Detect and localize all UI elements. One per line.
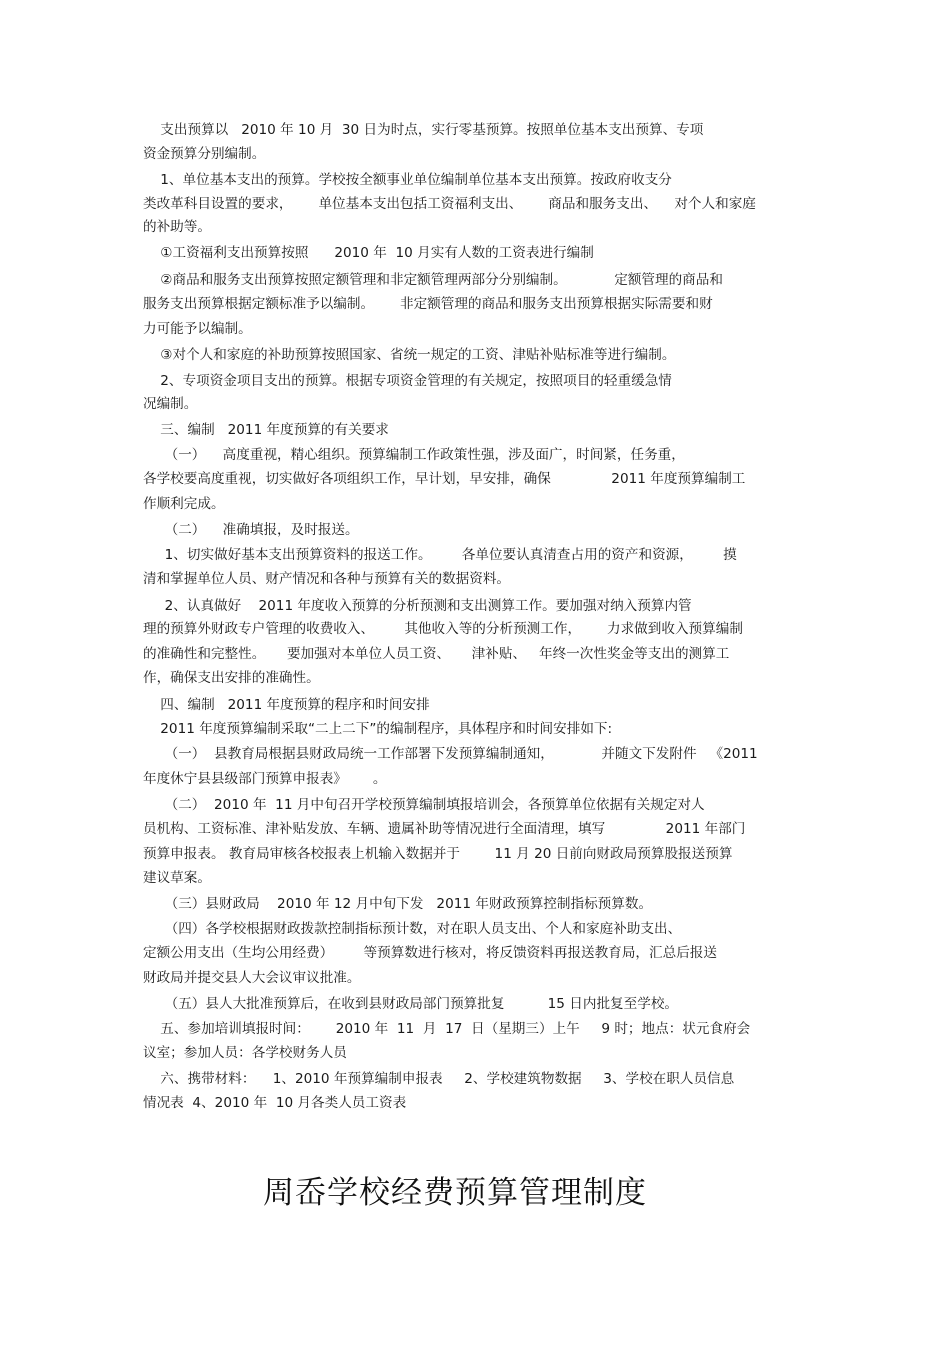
paragraph-line: （一） 高度重视，精心组织。预算编制工作政策性强，涉及面广，时间紧，任务重， [143, 447, 685, 463]
section-heading: 六、携带材料： 1、2010 年预算编制申报表 2、学校建筑物数据 3、学校在职人员信息 [143, 1071, 735, 1087]
paragraph-line: 建议草案。 [143, 870, 211, 886]
paragraph-line: 2011 年度预算编制采取“二上二下”的编制程序，具体程序和时间安排如下: [143, 721, 613, 737]
paragraph-line: 的补助等。 [143, 219, 211, 235]
paragraph-line: 类改革科目设置的要求， 单位基本支出包括工资福利支出、 商品和服务支出、 对个人和家庭 [143, 196, 756, 212]
paragraph-line: 预算申报表。 教育局审核各校报表上机输入数据并于 11 月 20 日前向财政局预算股报送预算 [143, 846, 733, 862]
paragraph-line: 支出预算以 2010 年 10 月 30 日为时点，实行零基预算。按照单位基本支出预算、专项 [143, 122, 704, 138]
paragraph-line: 情况表 4、2010 年 10 月各类人员工资表 [143, 1095, 407, 1111]
paragraph-line: 议室；参加人员：各学校财务人员 [143, 1045, 347, 1061]
paragraph-line: ③对个人和家庭的补助预算按照国家、省统一规定的工资、津贴补贴标准等进行编制。 [143, 347, 676, 363]
section-heading: 三、编制 2011 年度预算的有关要求 [143, 422, 389, 438]
paragraph-line: 理的预算外财政专户管理的收费收入、 其他收入等的分析预测工作， 力求做到收入预算编制 [143, 621, 743, 637]
paragraph-line: 1、切实做好基本支出预算资料的报送工作。 各单位要认真清查占用的资产和资源， 摸 [143, 547, 737, 563]
paragraph-line: （五）县人大批准预算后，在收到县财政局部门预算批复 15 日内批复至学校。 [143, 996, 679, 1012]
paragraph-line: 2、认真做好 2011 年度收入预算的分析预测和支出测算工作。要加强对纳入预算内管 [143, 598, 692, 614]
paragraph-line: ②商品和服务支出预算按照定额管理和非定额管理两部分分别编制。 定额管理的商品和 [143, 272, 723, 288]
paragraph-line: 财政局并提交县人大会议审议批准。 [143, 970, 361, 986]
paragraph-line: 清和掌握单位人员、财产情况和各种与预算有关的数据资料。 [143, 571, 511, 587]
paragraph-line: （一） 县教育局根据县财政局统一工作部署下发预算编制通知， 并随文下发附件 《2011 [143, 746, 758, 762]
paragraph-line: （二） 2010 年 11 月中旬召开学校预算编制填报培训会，各预算单位依据有关规定对人 [143, 797, 705, 813]
paragraph-line: （四）各学校根据财政拨款控制指标预计数，对在职人员支出、个人和家庭补助支出、 [143, 921, 682, 937]
section-heading: 五、参加培训填报时间： 2010 年 11 月 17 日（星期三）上午 9 时；地点：状元食府会 [143, 1021, 751, 1037]
paragraph-line: （二） 准确填报，及时报送。 [143, 522, 359, 538]
paragraph-line: 1、单位基本支出的预算。学校按全额事业单位编制单位基本支出预算。按政府收支分 [143, 172, 672, 188]
paragraph-line: 各学校要高度重视，切实做好各项组织工作，早计划，早安排，确保 2011 年度预算编制工 [143, 471, 746, 487]
paragraph-line: 况编制。 [143, 396, 198, 412]
paragraph-line: 年度休宁县县级部门预算申报表》 。 [143, 771, 387, 787]
paragraph-line: 服务支出预算根据定额标准予以编制。 非定额管理的商品和服务支出预算根据实际需要和财 [143, 296, 713, 312]
paragraph-line: （三）县财政局 2010 年 12 月中旬下发 2011 年财政预算控制指标预算数。 [143, 896, 653, 912]
paragraph-line: 作顺利完成。 [143, 496, 225, 512]
paragraph-line: 作，确保支出安排的准确性。 [143, 670, 320, 686]
paragraph-line: 资金预算分别编制。 [143, 146, 266, 162]
section-heading: 四、编制 2011 年度预算的程序和时间安排 [143, 697, 430, 713]
paragraph-line: 力可能予以编制。 [143, 321, 252, 337]
paragraph-line: 的准确性和完整性。 要加强对本单位人员工资、 津补贴、 年终一次性奖金等支出的测算工 [143, 646, 730, 662]
paragraph-line: ①工资福利支出预算按照 2010 年 10 月实有人数的工资表进行编制 [143, 245, 594, 261]
paragraph-line: 定额公用支出（生均公用经费） 等预算数进行核对，将反馈资料再报送教育局，汇总后报送 [143, 945, 717, 961]
paragraph-line: 员机构、工资标准、津补贴发放、车辆、遗属补助等情况进行全面清理，填写 2011 年部门 [143, 821, 746, 837]
paragraph-line: 2、专项资金项目支出的预算。根据专项资金管理的有关规定，按照项目的轻重缓急情 [143, 373, 672, 389]
document-title: 周岙学校经费预算管理制度 [263, 1175, 647, 1211]
